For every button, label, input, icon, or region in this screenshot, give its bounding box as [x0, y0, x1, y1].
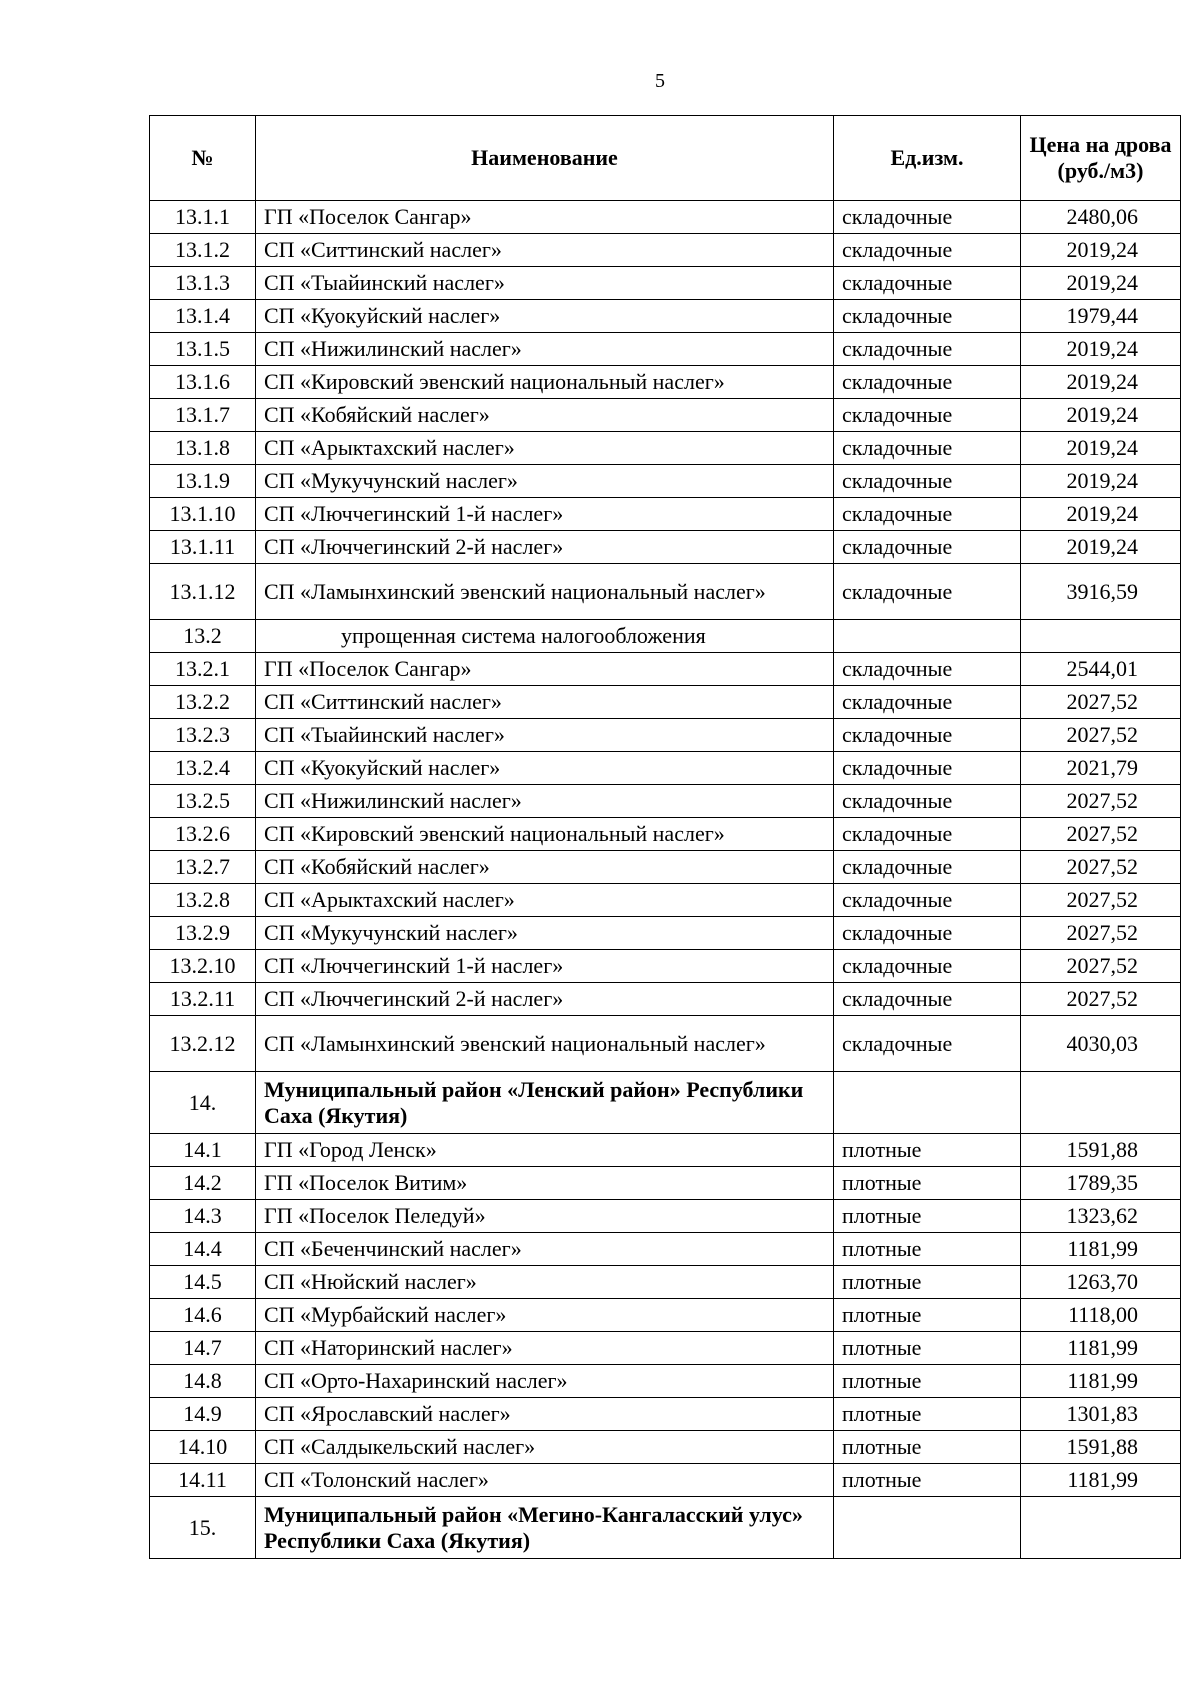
table-row [150, 300, 1181, 333]
row-unit: складочные [834, 234, 1021, 267]
row-number: 13.1.2 [150, 234, 256, 267]
row-number: 13.2.1 [150, 653, 256, 686]
row-name: СП «Кобяйский наслег» [256, 851, 834, 884]
row-number: 14.5 [150, 1266, 256, 1299]
row-name: СП «Люччегинский 1-й наслег» [256, 498, 834, 531]
table-row [150, 884, 1181, 917]
row-number: 14.7 [150, 1332, 256, 1365]
row-price: 3916,59 [1021, 564, 1181, 620]
header-num: № [150, 116, 256, 201]
section-row [150, 1497, 1181, 1559]
table-row [150, 267, 1181, 300]
row-name: СП «Арыктахский наслег» [256, 432, 834, 465]
row-name: СП «Тыайинский наслег» [256, 719, 834, 752]
table-row [150, 1299, 1181, 1332]
row-number: 14.1 [150, 1134, 256, 1167]
row-name: ГП «Поселок Сангар» [256, 653, 834, 686]
row-price: 2027,52 [1021, 785, 1181, 818]
row-number: 13.1.5 [150, 333, 256, 366]
row-unit [834, 620, 1021, 653]
table-row [150, 620, 1181, 653]
row-unit: плотные [834, 1365, 1021, 1398]
row-unit: складочные [834, 917, 1021, 950]
row-unit: складочные [834, 300, 1021, 333]
row-price: 1181,99 [1021, 1332, 1181, 1365]
row-price: 2544,01 [1021, 653, 1181, 686]
row-name: ГП «Поселок Пеледуй» [256, 1200, 834, 1233]
row-number: 13.1.9 [150, 465, 256, 498]
section-title: Муниципальный район «Ленский район» Республики Саха (Якутия) [256, 1072, 834, 1134]
row-number: 14.2 [150, 1167, 256, 1200]
row-unit: складочные [834, 432, 1021, 465]
row-unit: плотные [834, 1266, 1021, 1299]
row-number: 13.2.9 [150, 917, 256, 950]
table-row [150, 950, 1181, 983]
row-number: 13.1.7 [150, 399, 256, 432]
row-number: 14. [150, 1072, 256, 1134]
header-row [150, 116, 1181, 201]
row-price: 2027,52 [1021, 818, 1181, 851]
section-title: Муниципальный район «Мегино-Кангаласский улус» Республики Саха (Якутия) [256, 1497, 834, 1559]
row-name: СП «Мурбайский наслег» [256, 1299, 834, 1332]
table-row [150, 531, 1181, 564]
row-number: 13.1.12 [150, 564, 256, 620]
row-name: СП «Беченчинский наслег» [256, 1233, 834, 1266]
row-name: СП «Люччегинский 1-й наслег» [256, 950, 834, 983]
row-unit: складочные [834, 366, 1021, 399]
row-price: 2019,24 [1021, 267, 1181, 300]
row-price: 2027,52 [1021, 917, 1181, 950]
row-name: СП «Нижилинский наслег» [256, 333, 834, 366]
row-number: 13.2 [150, 620, 256, 653]
header-name: Наименование [256, 116, 834, 201]
table-row [150, 917, 1181, 950]
row-price: 4030,03 [1021, 1016, 1181, 1072]
row-name: СП «Ярославский наслег» [256, 1398, 834, 1431]
row-number: 13.2.11 [150, 983, 256, 1016]
table-row [150, 1464, 1181, 1497]
row-number: 13.2.12 [150, 1016, 256, 1072]
table-row [150, 1365, 1181, 1398]
row-unit: складочные [834, 851, 1021, 884]
row-price: 1979,44 [1021, 300, 1181, 333]
row-number: 13.1.8 [150, 432, 256, 465]
row-unit: складочные [834, 201, 1021, 234]
row-number: 14.6 [150, 1299, 256, 1332]
table-row [150, 752, 1181, 785]
row-name: упрощенная система налогообложения [256, 620, 834, 653]
row-price: 2019,24 [1021, 531, 1181, 564]
row-unit [834, 1072, 1021, 1134]
row-price: 2480,06 [1021, 201, 1181, 234]
row-name: СП «Мукучунский наслег» [256, 917, 834, 950]
row-number: 15. [150, 1497, 256, 1559]
header-unit: Ед.изм. [834, 116, 1021, 201]
row-number: 13.2.5 [150, 785, 256, 818]
table-row [150, 465, 1181, 498]
row-number: 13.1.4 [150, 300, 256, 333]
row-name: СП «Толонский наслег» [256, 1464, 834, 1497]
row-number: 13.2.4 [150, 752, 256, 785]
row-unit: плотные [834, 1299, 1021, 1332]
price-table [149, 115, 1181, 1559]
table-row [150, 234, 1181, 267]
row-unit: плотные [834, 1464, 1021, 1497]
row-unit: складочные [834, 531, 1021, 564]
row-name: СП «Кобяйский наслег» [256, 399, 834, 432]
row-price: 1591,88 [1021, 1134, 1181, 1167]
row-price: 2019,24 [1021, 234, 1181, 267]
table-row [150, 1332, 1181, 1365]
row-unit: плотные [834, 1233, 1021, 1266]
row-number: 14.10 [150, 1431, 256, 1464]
table-row [150, 1134, 1181, 1167]
row-price: 1301,83 [1021, 1398, 1181, 1431]
table-row [150, 432, 1181, 465]
row-number: 13.2.6 [150, 818, 256, 851]
table-row [150, 564, 1181, 620]
row-price: 2019,24 [1021, 366, 1181, 399]
row-price: 2027,52 [1021, 719, 1181, 752]
table-row [150, 719, 1181, 752]
row-price: 1789,35 [1021, 1167, 1181, 1200]
row-unit: складочные [834, 884, 1021, 917]
row-unit: складочные [834, 267, 1021, 300]
table-row [150, 785, 1181, 818]
row-price: 1263,70 [1021, 1266, 1181, 1299]
row-name: СП «Тыайинский наслег» [256, 267, 834, 300]
row-name: СП «Куокуйский наслег» [256, 752, 834, 785]
row-name: СП «Ламынхинский эвенский национальный наслег» [256, 1016, 834, 1072]
table-row [150, 686, 1181, 719]
table-row [150, 818, 1181, 851]
row-unit: складочные [834, 465, 1021, 498]
row-unit: складочные [834, 1016, 1021, 1072]
row-name: ГП «Поселок Витим» [256, 1167, 834, 1200]
table-row [150, 983, 1181, 1016]
row-name: СП «Куокуйский наслег» [256, 300, 834, 333]
row-price: 1181,99 [1021, 1233, 1181, 1266]
table-row [150, 653, 1181, 686]
row-number: 14.9 [150, 1398, 256, 1431]
row-number: 14.11 [150, 1464, 256, 1497]
table-row [150, 1167, 1181, 1200]
row-price [1021, 1497, 1181, 1559]
row-name: ГП «Город Ленск» [256, 1134, 834, 1167]
row-name: СП «Наторинский наслег» [256, 1332, 834, 1365]
row-number: 13.2.10 [150, 950, 256, 983]
row-unit: складочные [834, 399, 1021, 432]
row-name: СП «Орто-Нахаринский наслег» [256, 1365, 834, 1398]
row-unit: складочные [834, 498, 1021, 531]
row-price: 2019,24 [1021, 399, 1181, 432]
row-name: СП «Салдыкельский наслег» [256, 1431, 834, 1464]
row-name: СП «Ситтинский наслег» [256, 686, 834, 719]
row-number: 13.2.3 [150, 719, 256, 752]
row-price [1021, 1072, 1181, 1134]
row-name: СП «Нижилинский наслег» [256, 785, 834, 818]
table-row [150, 333, 1181, 366]
table-row [150, 498, 1181, 531]
row-unit [834, 1497, 1021, 1559]
row-price: 2019,24 [1021, 432, 1181, 465]
row-name: СП «Нюйский наслег» [256, 1266, 834, 1299]
row-price: 2027,52 [1021, 983, 1181, 1016]
row-name: СП «Ламынхинский эвенский национальный наслег» [256, 564, 834, 620]
row-unit: складочные [834, 818, 1021, 851]
row-number: 13.1.10 [150, 498, 256, 531]
row-number: 13.2.8 [150, 884, 256, 917]
row-name: ГП «Поселок Сангар» [256, 201, 834, 234]
row-price: 1591,88 [1021, 1431, 1181, 1464]
row-unit: складочные [834, 950, 1021, 983]
row-price: 2019,24 [1021, 498, 1181, 531]
row-number: 13.2.2 [150, 686, 256, 719]
row-unit: плотные [834, 1398, 1021, 1431]
table-row [150, 399, 1181, 432]
row-number: 14.8 [150, 1365, 256, 1398]
row-unit: складочные [834, 752, 1021, 785]
row-unit: складочные [834, 983, 1021, 1016]
table-row [150, 1233, 1181, 1266]
row-unit: складочные [834, 333, 1021, 366]
row-price: 1181,99 [1021, 1464, 1181, 1497]
table-row [150, 1431, 1181, 1464]
row-number: 14.3 [150, 1200, 256, 1233]
row-unit: складочные [834, 653, 1021, 686]
row-unit: складочные [834, 785, 1021, 818]
row-name: СП «Люччегинский 2-й наслег» [256, 983, 834, 1016]
row-unit: складочные [834, 686, 1021, 719]
row-price: 2027,52 [1021, 851, 1181, 884]
row-price: 1323,62 [1021, 1200, 1181, 1233]
row-number: 13.2.7 [150, 851, 256, 884]
row-price: 2019,24 [1021, 465, 1181, 498]
row-name: СП «Мукучунский наслег» [256, 465, 834, 498]
row-price: 2027,52 [1021, 686, 1181, 719]
table-row [150, 366, 1181, 399]
row-name: СП «Кировский эвенский национальный наслег» [256, 366, 834, 399]
row-unit: плотные [834, 1332, 1021, 1365]
row-price: 2027,52 [1021, 884, 1181, 917]
row-unit: плотные [834, 1167, 1021, 1200]
row-number: 13.1.11 [150, 531, 256, 564]
row-price: 2027,52 [1021, 950, 1181, 983]
row-name: СП «Кировский эвенский национальный наслег» [256, 818, 834, 851]
page-number: 5 [655, 70, 665, 92]
table-row [150, 1200, 1181, 1233]
table-row [150, 1398, 1181, 1431]
row-price: 1118,00 [1021, 1299, 1181, 1332]
row-price: 1181,99 [1021, 1365, 1181, 1398]
table-row [150, 1016, 1181, 1072]
row-number: 13.1.6 [150, 366, 256, 399]
row-number: 14.4 [150, 1233, 256, 1266]
table-row [150, 201, 1181, 234]
row-price: 2021,79 [1021, 752, 1181, 785]
header-price: Цена на дрова (руб./м3) [1021, 116, 1181, 201]
section-row [150, 1072, 1181, 1134]
row-unit: складочные [834, 719, 1021, 752]
row-number: 13.1.1 [150, 201, 256, 234]
row-unit: плотные [834, 1200, 1021, 1233]
row-name: СП «Арыктахский наслег» [256, 884, 834, 917]
table-row [150, 1266, 1181, 1299]
row-unit: плотные [834, 1134, 1021, 1167]
row-price [1021, 620, 1181, 653]
row-name: СП «Ситтинский наслег» [256, 234, 834, 267]
row-price: 2019,24 [1021, 333, 1181, 366]
row-unit: плотные [834, 1431, 1021, 1464]
row-unit: складочные [834, 564, 1021, 620]
row-name: СП «Люччегинский 2-й наслег» [256, 531, 834, 564]
row-number: 13.1.3 [150, 267, 256, 300]
table-row [150, 851, 1181, 884]
